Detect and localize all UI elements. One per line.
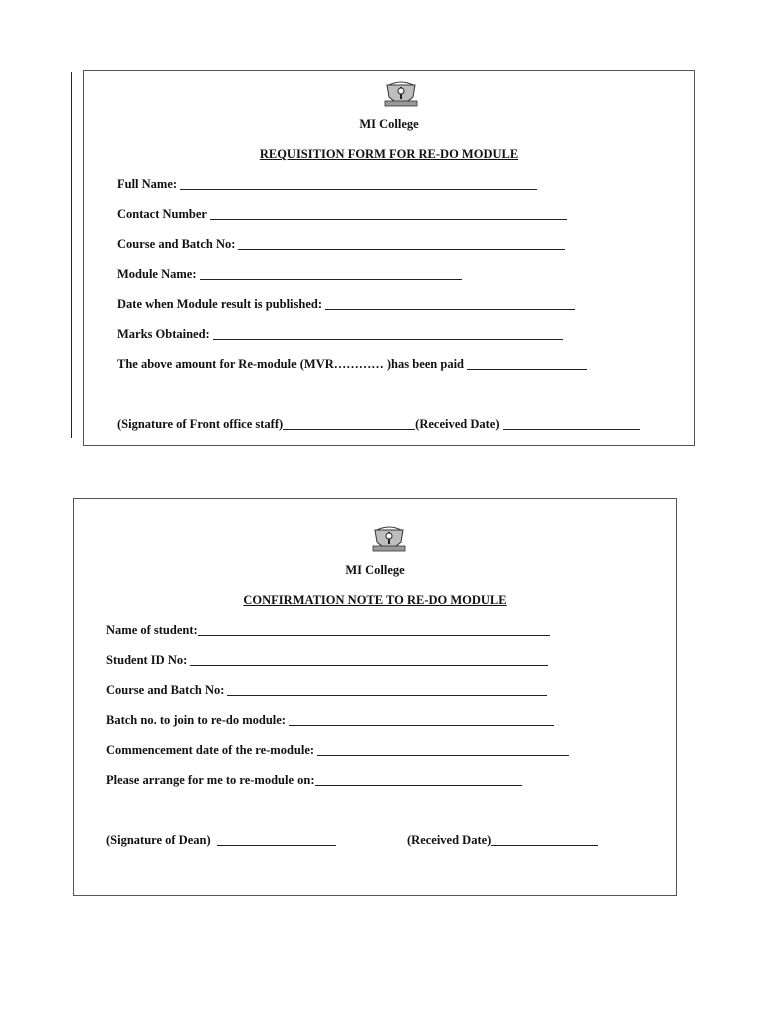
blank-line[interactable]: [213, 338, 563, 340]
college-name: MI College: [345, 563, 405, 577]
college-name: MI College: [359, 117, 419, 131]
contact-number-field[interactable]: [117, 207, 567, 222]
result-date-field[interactable]: [117, 297, 575, 312]
field-label: Date when Module result is published:: [117, 297, 323, 311]
marks-obtained-field[interactable]: [117, 327, 563, 342]
blank-line[interactable]: [190, 664, 548, 666]
college-crest-icon: [383, 79, 419, 109]
dean-signature-field[interactable]: [106, 833, 336, 848]
received-date-label: (Received Date): [407, 833, 492, 847]
field-label: The above amount for Re-module (MVR………… )has been paid: [117, 357, 464, 371]
received-date-line[interactable]: [491, 844, 598, 846]
blank-line[interactable]: [317, 754, 569, 756]
commencement-date-field[interactable]: [106, 743, 569, 758]
field-label: Module Name:: [117, 267, 197, 281]
course-batch-field[interactable]: [106, 683, 547, 698]
module-name-field[interactable]: [117, 267, 462, 282]
field-label: Marks Obtained:: [117, 327, 210, 341]
form-title: REQUISITION FORM FOR RE-DO MODULE: [259, 147, 519, 161]
blank-line[interactable]: [198, 634, 550, 636]
received-date-label: (Received Date): [415, 417, 500, 431]
arrange-remodule-field[interactable]: [106, 773, 522, 788]
field-label: Course and Batch No:: [117, 237, 236, 251]
blank-line[interactable]: [180, 188, 537, 190]
confirmation-note-form: [73, 498, 677, 896]
blank-line[interactable]: [200, 278, 462, 280]
signature-label: (Signature of Dean): [106, 833, 211, 847]
field-label: Student ID No:: [106, 653, 188, 667]
field-label: Course and Batch No:: [106, 683, 225, 697]
blank-line[interactable]: [289, 724, 554, 726]
received-date-field[interactable]: [407, 833, 598, 848]
blank-line[interactable]: [325, 308, 575, 310]
blank-line[interactable]: [227, 694, 547, 696]
batch-to-join-field[interactable]: [106, 713, 554, 728]
received-date-line[interactable]: [503, 428, 640, 430]
student-name-field[interactable]: [106, 623, 550, 638]
signature-row[interactable]: [117, 417, 640, 432]
field-label: Commencement date of the re-module:: [106, 743, 315, 757]
signature-label: (Signature of Front office staff): [117, 417, 284, 431]
page-margin-line: [71, 72, 72, 438]
field-label: Name of student:: [106, 623, 198, 637]
amount-paid-field[interactable]: [117, 357, 587, 372]
college-crest-icon: [371, 524, 407, 554]
blank-line[interactable]: [467, 368, 587, 370]
course-batch-field[interactable]: [117, 237, 565, 252]
full-name-field[interactable]: [117, 177, 537, 192]
blank-line[interactable]: [210, 218, 567, 220]
signature-line[interactable]: [217, 844, 336, 846]
blank-line[interactable]: [315, 784, 522, 786]
field-label: Full Name:: [117, 177, 178, 191]
field-label: Please arrange for me to re-module on:: [106, 773, 315, 787]
field-label: Batch no. to join to re-do module:: [106, 713, 286, 727]
blank-line[interactable]: [238, 248, 565, 250]
student-id-field[interactable]: [106, 653, 548, 668]
form-title: CONFIRMATION NOTE TO RE-DO MODULE: [243, 593, 507, 607]
field-label: Contact Number: [117, 207, 207, 221]
requisition-form: [83, 70, 695, 446]
signature-line[interactable]: [283, 428, 415, 430]
